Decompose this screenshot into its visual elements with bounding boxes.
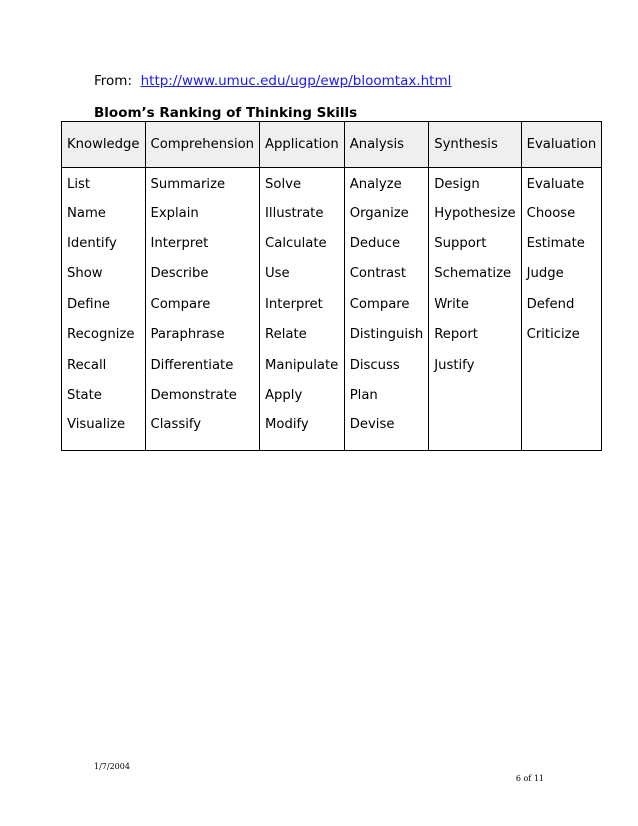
header-analysis: Analysis [344, 122, 429, 168]
table-cell: Paraphrase [145, 319, 260, 349]
table-cell: Show [62, 259, 146, 289]
footer-page-number: 6 of 11 [515, 774, 544, 783]
table-cell: Modify [260, 411, 345, 451]
table-cell: Devise [344, 411, 429, 451]
table-cell: Evaluate [521, 168, 602, 198]
table-header-row [62, 122, 602, 168]
table-row [62, 380, 602, 410]
bloom-table [61, 121, 602, 451]
table-row [62, 411, 602, 451]
table-cell [521, 411, 602, 451]
table-cell [521, 380, 602, 410]
table-row [62, 289, 602, 319]
table-cell: Classify [145, 411, 260, 451]
table-cell: Compare [344, 289, 429, 319]
table-cell: Judge [521, 259, 602, 289]
table-cell: Deduce [344, 228, 429, 258]
table-cell: Solve [260, 168, 345, 198]
table-cell: Differentiate [145, 350, 260, 380]
header-evaluation: Evaluation [521, 122, 602, 168]
table-cell: Report [429, 319, 521, 349]
table-cell: Choose [521, 198, 602, 228]
header-comprehension: Comprehension [145, 122, 260, 168]
header-knowledge: Knowledge [62, 122, 146, 168]
footer-date: 1/7/2004 [94, 762, 130, 771]
source-line [94, 73, 451, 89]
table-row [62, 350, 602, 380]
table-cell: Identify [62, 228, 146, 258]
table-cell: State [62, 380, 146, 410]
table-cell: Analyze [344, 168, 429, 198]
table-cell: List [62, 168, 146, 198]
table-row [62, 319, 602, 349]
table-cell: Summarize [145, 168, 260, 198]
table-row [62, 228, 602, 258]
table-cell: Design [429, 168, 521, 198]
table-cell: Manipulate [260, 350, 345, 380]
table-cell: Illustrate [260, 198, 345, 228]
table-cell: Use [260, 259, 345, 289]
table-cell: Hypothesize [429, 198, 521, 228]
table-cell: Distinguish [344, 319, 429, 349]
table-cell: Calculate [260, 228, 345, 258]
table-cell: Define [62, 289, 146, 319]
table-cell: Demonstrate [145, 380, 260, 410]
table-cell: Relate [260, 319, 345, 349]
table-cell: Compare [145, 289, 260, 319]
table-cell: Criticize [521, 319, 602, 349]
header-synthesis: Synthesis [429, 122, 521, 168]
table-cell: Plan [344, 380, 429, 410]
table-cell: Organize [344, 198, 429, 228]
header-application: Application [260, 122, 345, 168]
table-cell: Apply [260, 380, 345, 410]
table-cell: Recall [62, 350, 146, 380]
table-cell: Explain [145, 198, 260, 228]
table-cell: Name [62, 198, 146, 228]
table-cell: Justify [429, 350, 521, 380]
table-cell: Defend [521, 289, 602, 319]
table-cell: Interpret [260, 289, 345, 319]
table-cell [429, 411, 521, 451]
table-cell [429, 380, 521, 410]
table-row [62, 168, 602, 198]
table-cell: Describe [145, 259, 260, 289]
table-cell [521, 350, 602, 380]
source-link[interactable]: http://www.umuc.edu/ugp/ewp/bloomtax.html [140, 73, 452, 89]
document-title: Bloom’s Ranking of Thinking Skills [94, 105, 358, 121]
table-cell: Contrast [344, 259, 429, 289]
table-cell: Interpret [145, 228, 260, 258]
table-cell: Write [429, 289, 521, 319]
table-cell: Discuss [344, 350, 429, 380]
table-cell: Visualize [62, 411, 146, 451]
table-row [62, 198, 602, 228]
table-cell: Estimate [521, 228, 602, 258]
source-label: From: [94, 73, 132, 89]
table-cell: Recognize [62, 319, 146, 349]
table-cell: Support [429, 228, 521, 258]
table-cell: Schematize [429, 259, 521, 289]
table-row [62, 259, 602, 289]
